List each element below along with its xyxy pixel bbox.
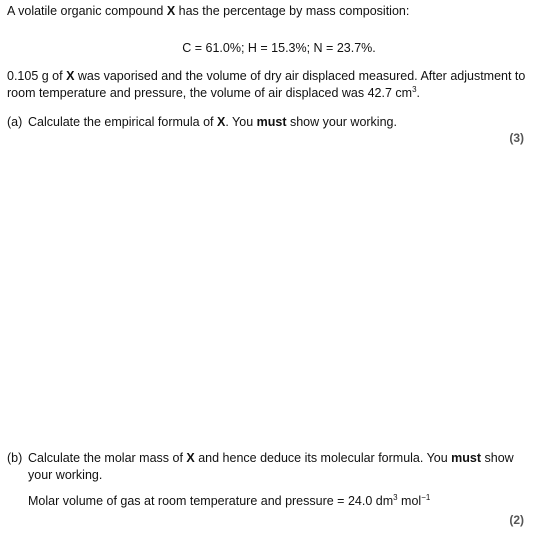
question-a-post: show your working. [286,115,397,129]
composition-line: C = 61.0%; H = 15.3%; N = 23.7%. [182,41,376,55]
question-a-mid: . You [225,115,257,129]
para-pre: 0.105 g of [7,69,67,83]
question-b-mid: and hence deduce its molecular formula. You [194,451,452,465]
unit-exponent-2: −1 [421,493,431,502]
intro-pre: A volatile organic compound [7,4,167,18]
question-b-post: show your working. [28,451,514,482]
question-b [7,450,517,484]
compound-label: X [66,69,75,83]
volume-exponent: 3 [412,85,417,94]
para-end: . [416,86,420,100]
question-b-label: (b) [7,451,23,465]
molar-unit: mol [397,494,422,508]
compound-label: X [166,4,176,18]
question-a-label: (a) [7,115,23,129]
unit-exponent-1: 3 [393,493,398,502]
emphasis-must: must [256,115,287,129]
emphasis-must: must [451,451,482,465]
intro-post: has the percentage by mass composition: [175,4,410,18]
question-b-marks: (2) [509,513,524,527]
question-b-pre: Calculate the molar mass of [28,451,187,465]
para-post: was vaporised and the volume of dry air displaced measured. After adjustment to room temperature and pressure, the volume of air displaced was 42.7 cm [7,69,526,100]
question-a [7,114,552,131]
question-a-text [28,114,552,131]
question-a-pre: Calculate the empirical formula of [28,115,217,129]
compound-label: X [216,115,226,129]
compound-label: X [186,451,195,465]
intro-text [7,3,552,20]
experiment-paragraph [7,68,552,102]
question-a-marks: (3) [509,131,524,145]
molar-volume-line [28,493,508,510]
question-b-text [28,450,517,484]
molar-volume-text: Molar volume of gas at room temperature and pressure = 24.0 dm [28,494,394,508]
